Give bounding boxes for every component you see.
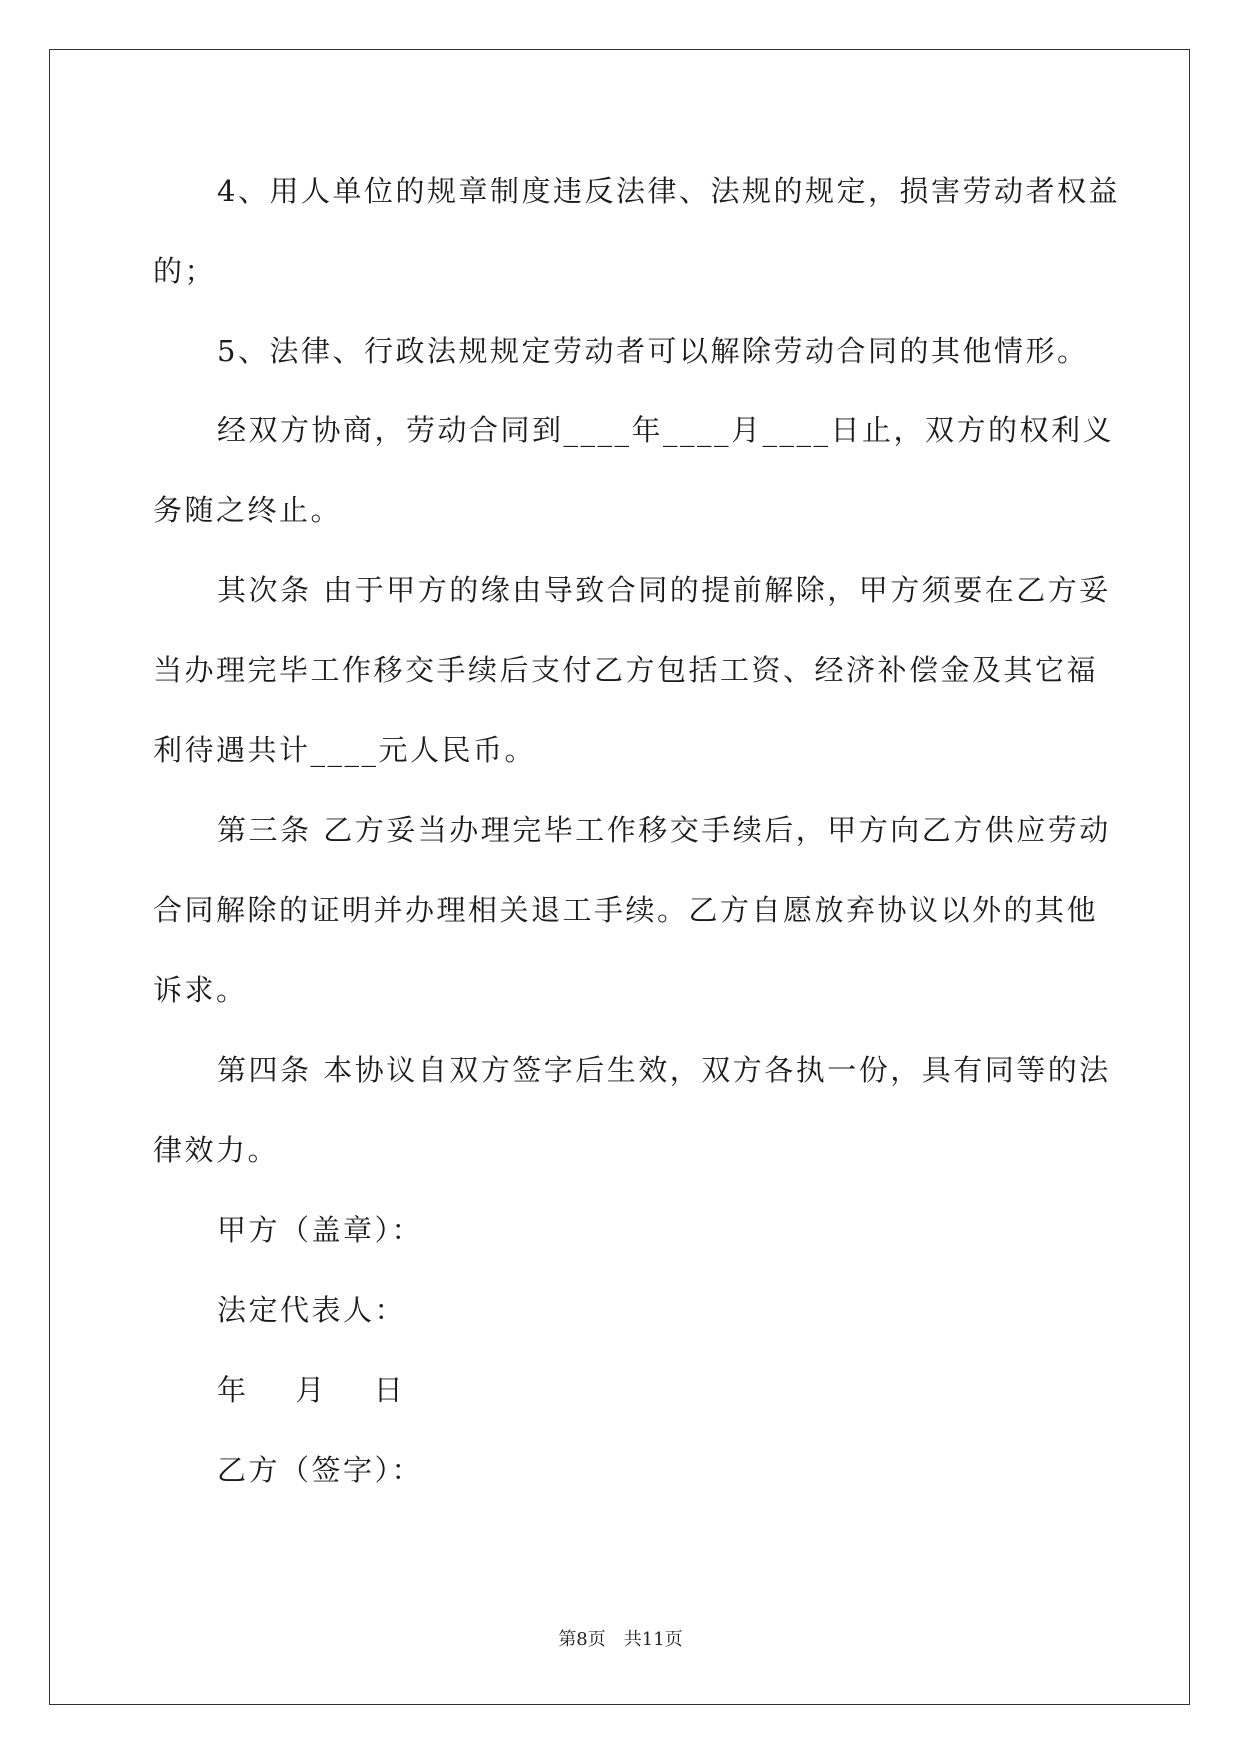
paragraph-line: 合同解除的证明并办理相关退工手续。乙方自愿放弃协议以外的其他 [153, 893, 1099, 927]
paragraph-line: 其次条 由于甲方的缘由导致合同的提前解除，甲方须要在乙方妥 [217, 573, 1111, 607]
signature-line-party-b: 乙方（签字）： [217, 1453, 424, 1487]
signature-line-legal-rep: 法定代表人： [217, 1293, 407, 1327]
paragraph-line: 的； [153, 254, 217, 288]
paragraph-line: 律效力。 [153, 1133, 280, 1167]
paragraph-line: 第四条 本协议自双方签字后生效，双方各执一份，具有同等的法 [217, 1053, 1111, 1087]
paragraph-line: 当办理完毕工作移交手续后支付乙方包括工资、经济补偿金及其它福 [153, 653, 1099, 687]
paragraph-line: 诉求。 [153, 973, 248, 1007]
signature-date-line: 年 月 日 [217, 1373, 406, 1407]
paragraph-line: 5、法律、行政法规规定劳动者可以解除劳动合同的其他情形。 [217, 334, 1089, 368]
paragraph-line: 务随之终止。 [153, 493, 343, 527]
page-footer [0, 1628, 1241, 1652]
current-page-number: 第8页 [558, 1629, 606, 1650]
paragraph-line: 经双方协商，劳动合同到____年____月____日止，双方的权利义 [217, 413, 1115, 447]
signature-line-party-a: 甲方（盖章）： [217, 1213, 424, 1247]
total-pages: 共11页 [623, 1629, 683, 1650]
paragraph-line: 4、用人单位的规章制度违反法律、法规的规定，损害劳动者权益 [217, 174, 1120, 208]
paragraph-line: 利待遇共计____元人民币。 [153, 733, 537, 767]
paragraph-line: 第三条 乙方妥当办理完毕工作移交手续后，甲方向乙方供应劳动 [217, 813, 1111, 847]
